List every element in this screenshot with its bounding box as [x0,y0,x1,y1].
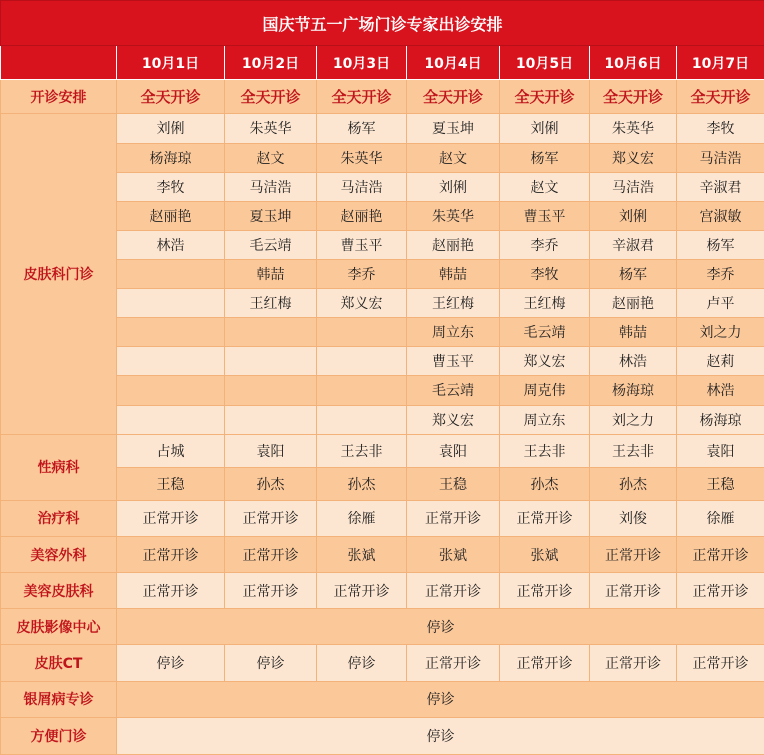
dept-label: 皮肤CT [1,645,117,681]
schedule-cell: 正常开诊 [225,573,317,609]
title-row [1,1,764,46]
doctor-cell [225,376,317,405]
schedule-cell: 停诊 [117,645,225,681]
doctor-cell: 毛云靖 [407,376,500,405]
doctor-cell: 郑义宏 [317,289,407,318]
doctor-cell: 辛淑君 [677,172,764,201]
doctor-cell: 王去非 [500,434,590,467]
schedule-cell: 张斌 [500,537,590,573]
doctor-cell: 李牧 [117,172,225,201]
doctor-cell: 袁阳 [225,434,317,467]
schedule-cell: 徐雁 [677,500,764,536]
doctor-cell [117,405,225,434]
doctor-cell: 刘之力 [590,405,677,434]
doctor-cell: 朱英华 [590,114,677,143]
doctor-cell: 杨军 [677,230,764,259]
schedule-cell: 全天开诊 [590,80,677,114]
doctor-cell: 周立东 [407,318,500,347]
doctor-cell: 孙杰 [500,467,590,500]
doctor-cell: 赵丽艳 [317,201,407,230]
doctor-cell: 王红梅 [500,289,590,318]
schedule-cell: 正常开诊 [317,573,407,609]
schedule-cell: 正常开诊 [590,645,677,681]
doctor-cell: 夏玉坤 [225,201,317,230]
doctor-cell: 王红梅 [407,289,500,318]
doctor-cell: 曹玉平 [500,201,590,230]
schedule-cell: 正常开诊 [225,537,317,573]
table-row [1,645,764,681]
dept-label: 皮肤影像中心 [1,609,117,645]
schedule-cell: 张斌 [407,537,500,573]
doctor-cell: 曹玉平 [317,230,407,259]
schedule-cell: 全天开诊 [677,80,764,114]
doctor-cell: 李乔 [317,259,407,288]
doctor-cell: 王红梅 [225,289,317,318]
dept-label: 美容外科 [1,537,117,573]
date-header: 10月4日 [407,46,500,80]
schedule-cell: 正常开诊 [117,573,225,609]
doctor-cell [225,347,317,376]
doctor-cell: 郑义宏 [500,347,590,376]
dept-label: 性病科 [1,434,117,500]
doctor-cell: 杨海琼 [677,405,764,434]
table-row [1,500,764,536]
table-row [1,114,764,143]
table-row [1,609,764,645]
doctor-cell: 刘俐 [590,201,677,230]
schedule-cell: 正常开诊 [500,500,590,536]
closed-cell: 停诊 [117,609,764,645]
schedule-cell: 停诊 [317,645,407,681]
doctor-cell: 曹玉平 [407,347,500,376]
doctor-cell: 袁阳 [407,434,500,467]
schedule-cell: 正常开诊 [590,573,677,609]
schedule-cell: 正常开诊 [407,573,500,609]
doctor-cell: 杨军 [590,259,677,288]
doctor-cell: 赵丽艳 [117,201,225,230]
schedule-cell: 徐雁 [317,500,407,536]
doctor-cell: 孙杰 [317,467,407,500]
schedule-cell: 正常开诊 [117,537,225,573]
dept-label: 开诊安排 [1,80,117,114]
dept-label: 方便门诊 [1,717,117,754]
table-row [1,681,764,717]
closed-cell: 停诊 [117,717,764,754]
doctor-cell: 马洁浩 [590,172,677,201]
doctor-cell: 刘之力 [677,318,764,347]
doctor-cell: 卢平 [677,289,764,318]
doctor-cell: 林浩 [590,347,677,376]
doctor-cell [317,347,407,376]
doctor-cell: 李乔 [500,230,590,259]
doctor-cell: 赵丽艳 [590,289,677,318]
doctor-cell: 王稳 [407,467,500,500]
dept-label: 银屑病专诊 [1,681,117,717]
doctor-cell: 林浩 [117,230,225,259]
doctor-cell: 王稳 [677,467,764,500]
doctor-cell [225,318,317,347]
schedule-cell: 全天开诊 [500,80,590,114]
doctor-cell: 韩喆 [590,318,677,347]
doctor-cell: 刘俐 [117,114,225,143]
doctor-cell: 朱英华 [317,143,407,172]
table-row [1,573,764,609]
schedule-cell: 正常开诊 [500,645,590,681]
doctor-cell: 马洁浩 [317,172,407,201]
doctor-cell: 赵莉 [677,347,764,376]
schedule-cell: 正常开诊 [407,645,500,681]
date-header: 10月2日 [225,46,317,80]
date-header: 10月3日 [317,46,407,80]
doctor-cell: 韩喆 [225,259,317,288]
doctor-cell: 宫淑敏 [677,201,764,230]
doctor-cell: 李牧 [500,259,590,288]
schedule-cell: 正常开诊 [500,573,590,609]
doctor-cell: 马洁浩 [225,172,317,201]
doctor-cell: 占城 [117,434,225,467]
doctor-cell [117,259,225,288]
schedule-cell: 正常开诊 [407,500,500,536]
doctor-cell: 周立东 [500,405,590,434]
doctor-cell: 赵文 [500,172,590,201]
schedule-cell: 刘俊 [590,500,677,536]
table-row [1,80,764,114]
doctor-cell: 李乔 [677,259,764,288]
doctor-cell: 韩喆 [407,259,500,288]
page-title: 国庆节五一广场门诊专家出诊安排 [1,1,764,46]
schedule-cell: 全天开诊 [225,80,317,114]
date-header: 10月6日 [590,46,677,80]
header-corner [1,46,117,80]
doctor-cell: 辛淑君 [590,230,677,259]
dept-label: 美容皮肤科 [1,573,117,609]
doctor-cell: 王去非 [590,434,677,467]
doctor-cell [225,405,317,434]
schedule-cell: 全天开诊 [117,80,225,114]
schedule-cell: 正常开诊 [677,537,764,573]
doctor-cell [117,289,225,318]
doctor-cell: 郑义宏 [590,143,677,172]
doctor-cell: 毛云靖 [500,318,590,347]
schedule-cell: 正常开诊 [590,537,677,573]
doctor-cell: 毛云靖 [225,230,317,259]
doctor-cell: 周克伟 [500,376,590,405]
doctor-cell: 刘俐 [500,114,590,143]
doctor-cell [117,376,225,405]
schedule-cell: 全天开诊 [407,80,500,114]
doctor-cell: 郑义宏 [407,405,500,434]
doctor-cell: 赵丽艳 [407,230,500,259]
date-header: 10月5日 [500,46,590,80]
doctor-cell [317,405,407,434]
doctor-cell: 赵文 [225,143,317,172]
dept-label: 皮肤科门诊 [1,114,117,434]
dept-label: 治疗科 [1,500,117,536]
doctor-cell: 马洁浩 [677,143,764,172]
date-header-row [1,46,764,80]
doctor-cell: 杨海琼 [590,376,677,405]
doctor-cell: 朱英华 [225,114,317,143]
schedule-cell: 全天开诊 [317,80,407,114]
doctor-cell: 袁阳 [677,434,764,467]
schedule-cell: 正常开诊 [117,500,225,536]
doctor-cell: 杨军 [317,114,407,143]
schedule-cell: 正常开诊 [677,573,764,609]
doctor-cell [117,318,225,347]
doctor-cell: 杨海琼 [117,143,225,172]
doctor-cell: 林浩 [677,376,764,405]
doctor-cell: 王去非 [317,434,407,467]
doctor-cell: 朱英华 [407,201,500,230]
closed-cell: 停诊 [117,681,764,717]
table-row [1,537,764,573]
doctor-cell [117,347,225,376]
doctor-cell: 刘俐 [407,172,500,201]
doctor-cell: 王稳 [117,467,225,500]
table-row [1,717,764,754]
schedule-cell: 正常开诊 [225,500,317,536]
schedule-cell: 张斌 [317,537,407,573]
doctor-cell: 赵文 [407,143,500,172]
schedule-cell: 停诊 [225,645,317,681]
table-row [1,434,764,467]
doctor-cell [317,376,407,405]
date-header: 10月7日 [677,46,764,80]
doctor-cell: 孙杰 [225,467,317,500]
schedule-cell: 正常开诊 [677,645,764,681]
date-header: 10月1日 [117,46,225,80]
doctor-cell: 夏玉坤 [407,114,500,143]
doctor-cell [317,318,407,347]
doctor-cell: 李牧 [677,114,764,143]
doctor-cell: 孙杰 [590,467,677,500]
doctor-cell: 杨军 [500,143,590,172]
